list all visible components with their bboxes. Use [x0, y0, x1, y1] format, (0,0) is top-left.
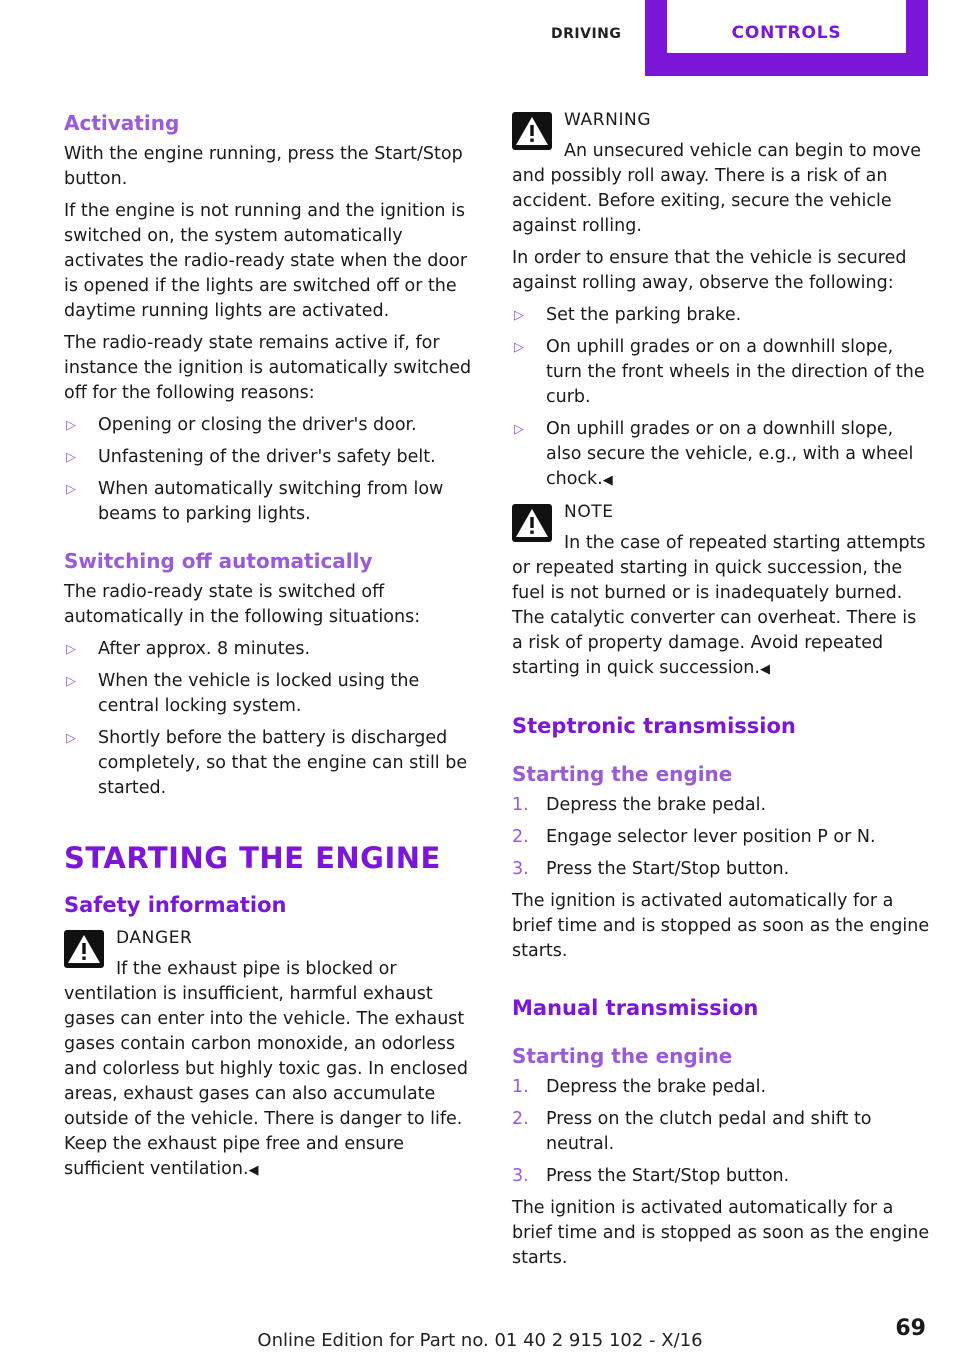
switch-off-list — [64, 637, 484, 801]
danger-notice — [64, 926, 484, 1183]
warning-text: An unsecured vehicle can begin to move and possibly roll away. There is a risk of an accident. Before exiting, secure the vehicle against rolling. — [512, 141, 922, 236]
list-item: ▷ On uphill grades or on a downhill slope, turn the front wheels in the direction of the curb. — [514, 337, 925, 407]
manual-heading: Manual transmission — [512, 996, 759, 1020]
danger-label: DANGER — [116, 928, 193, 948]
end-mark-icon: ◀ — [602, 473, 613, 488]
warning-triangle-icon — [512, 504, 552, 542]
note-label: NOTE — [564, 502, 614, 522]
activating-paragraph-3: The radio-ready state remains active if, for instance the ignition is automatically switched off for the following reasons: — [64, 333, 472, 403]
list-item: 3. Press the Start/Stop button. — [512, 1166, 790, 1186]
left-column — [64, 108, 484, 1190]
steptronic-heading: Steptronic transmission — [512, 714, 796, 738]
header-chapter-tab — [645, 0, 928, 76]
bullet-triangle-icon: ▷ — [66, 482, 76, 497]
steptronic-steps — [512, 793, 932, 882]
footer-edition: Online Edition for Part no. 01 40 2 915 102 - X/16 — [257, 1330, 703, 1351]
secure-paragraph: In order to ensure that the vehicle is secured against rolling away, observe the following: — [512, 248, 907, 293]
header-chapter-label: CONTROLS — [731, 23, 842, 43]
activating-list — [64, 413, 484, 527]
activating-paragraph-2: If the engine is not running and the ignition is switched on, the system automatically activates the radio-ready state when the door is opened if the lights are switched off or the daytime running lights are activated. — [64, 201, 468, 321]
list-item: 1. Depress the brake pedal. — [512, 1077, 767, 1097]
list-item: ▷ Shortly before the battery is discharged completely, so that the engine can still be started. — [66, 728, 468, 798]
bullet-triangle-icon: ▷ — [514, 422, 524, 437]
manual-steps — [512, 1075, 932, 1189]
bullet-triangle-icon: ▷ — [514, 340, 524, 355]
list-item: 2. Press on the clutch pedal and shift to neutral. — [512, 1109, 872, 1154]
list-item: ▷ When the vehicle is locked using the central locking system. — [66, 671, 420, 716]
list-item: ▷ Unfastening of the driver's safety belt. — [64, 445, 484, 470]
page-number: 69 — [895, 1316, 926, 1341]
steptronic-starting-heading: Starting the engine — [512, 762, 733, 786]
secure-list — [512, 303, 932, 493]
warning-triangle-icon — [512, 112, 552, 150]
danger-text: If the exhaust pipe is blocked or ventilation is insufficient, harmful exhaust gases can enter into the vehicle. The exhaust gases contain carbon monoxide, an odorless and colorless but highly toxic gas. In enclosed areas, exhaust gases can also accumulate outside of the vehicle. There is danger to life. Keep the exhaust pipe free and ensure sufficient ventilation. — [64, 959, 468, 1179]
switch-off-heading: Switching off automatically — [64, 549, 373, 573]
note-text: In the case of repeated starting attempts or repeated starting in quick succession, the fuel is not burned or is inadequately burned. The catalytic converter can overheat. There is a risk of property damage. Avoid repeated starting in quick succession. — [512, 533, 926, 678]
bullet-triangle-icon: ▷ — [66, 674, 76, 689]
header-section-tab: DRIVING — [551, 26, 622, 42]
bullet-triangle-icon: ▷ — [514, 308, 524, 323]
list-item: ▷ Set the parking brake. — [512, 303, 932, 328]
bullet-triangle-icon: ▷ — [66, 731, 76, 746]
bullet-triangle-icon: ▷ — [66, 450, 76, 465]
right-column — [512, 108, 932, 1278]
warning-label: WARNING — [564, 110, 652, 130]
activating-heading: Activating — [64, 111, 180, 135]
manual-starting-heading: Starting the engine — [512, 1044, 733, 1068]
list-item: ▷ Opening or closing the driver's door. — [64, 413, 484, 438]
list-item: ▷ When automatically switching from low beams to parking lights. — [66, 479, 444, 524]
activating-paragraph-1: With the engine running, press the Start/Stop button. — [64, 144, 463, 189]
bullet-triangle-icon: ▷ — [66, 418, 76, 433]
warning-notice — [512, 108, 932, 239]
list-item: ▷ After approx. 8 minutes. — [64, 637, 484, 662]
list-item: 3. Press the Start/Stop button. — [512, 859, 790, 879]
list-item: 1. Depress the brake pedal. — [512, 795, 767, 815]
safety-information-heading: Safety information — [64, 893, 287, 917]
note-notice — [512, 500, 932, 682]
bullet-triangle-icon: ▷ — [66, 642, 76, 657]
list-item: 2. Engage selector lever position P or N. — [512, 827, 876, 847]
switch-off-paragraph: The radio-ready state is switched off automatically in the following situations: — [64, 582, 421, 627]
manual-paragraph: The ignition is activated automatically for a brief time and is stopped as soon as the engine starts. — [512, 1198, 930, 1268]
warning-triangle-icon — [64, 930, 104, 968]
end-mark-icon: ◀ — [759, 662, 770, 677]
starting-engine-title: STARTING THE ENGINE — [64, 841, 441, 875]
steptronic-paragraph: The ignition is activated automatically for a brief time and is stopped as soon as the engine starts. — [512, 891, 930, 961]
end-mark-icon: ◀ — [248, 1163, 259, 1178]
list-item: ▷ On uphill grades or on a downhill slope, also secure the vehicle, e.g., with a wheel chock.◀ — [514, 419, 914, 489]
